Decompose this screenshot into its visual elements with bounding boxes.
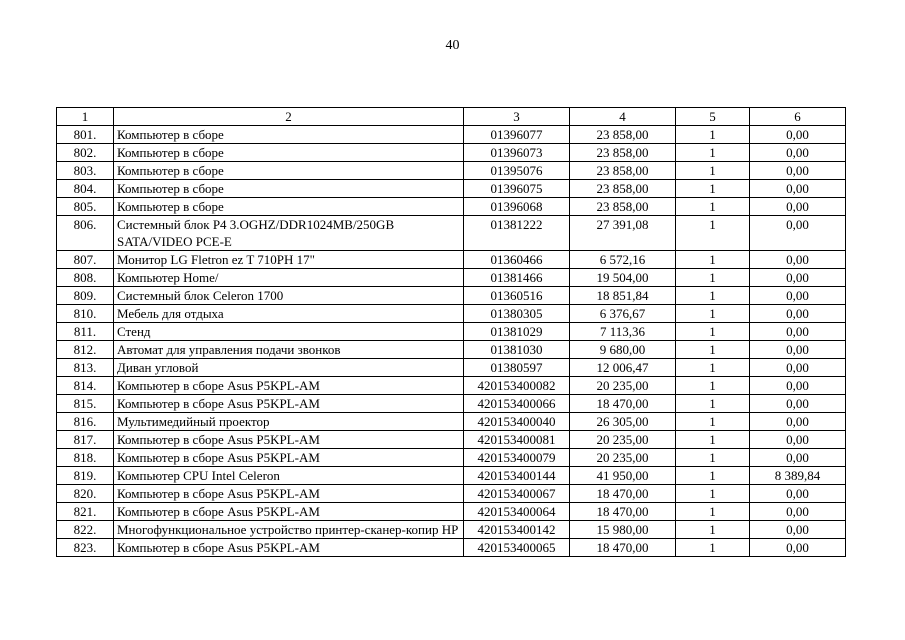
item-name-cell: Компьютер в сборе Asus P5KPL-AM — [114, 539, 464, 557]
quantity-cell: 1 — [676, 359, 750, 377]
cost-cell: 9 680,00 — [570, 341, 676, 359]
item-name-cell: Компьютер в сборе Asus P5KPL-AM — [114, 431, 464, 449]
cost-cell: 23 858,00 — [570, 180, 676, 198]
residual-value-cell: 0,00 — [750, 126, 846, 144]
table-row — [57, 180, 846, 198]
residual-value-cell: 0,00 — [750, 431, 846, 449]
cost-cell: 20 235,00 — [570, 431, 676, 449]
row-number-cell: 806. — [57, 216, 114, 251]
quantity-cell: 1 — [676, 341, 750, 359]
quantity-cell: 1 — [676, 162, 750, 180]
inventory-number-cell: 420153400082 — [464, 377, 570, 395]
cost-cell: 41 950,00 — [570, 467, 676, 485]
cost-cell: 18 470,00 — [570, 539, 676, 557]
row-number-cell: 805. — [57, 198, 114, 216]
residual-value-cell: 0,00 — [750, 198, 846, 216]
cost-cell: 18 470,00 — [570, 485, 676, 503]
row-number-cell: 808. — [57, 269, 114, 287]
item-name-cell: Мебель для отдыха — [114, 305, 464, 323]
row-number-cell: 801. — [57, 126, 114, 144]
inventory-number-cell: 420153400064 — [464, 503, 570, 521]
residual-value-cell: 0,00 — [750, 287, 846, 305]
row-number-cell: 823. — [57, 539, 114, 557]
row-number-cell: 815. — [57, 395, 114, 413]
table-row — [57, 144, 846, 162]
row-number-cell: 816. — [57, 413, 114, 431]
quantity-cell: 1 — [676, 467, 750, 485]
inventory-number-cell: 01381030 — [464, 341, 570, 359]
cost-cell: 12 006,47 — [570, 359, 676, 377]
table-row — [57, 126, 846, 144]
table-row — [57, 162, 846, 180]
row-number-cell: 803. — [57, 162, 114, 180]
residual-value-cell: 0,00 — [750, 413, 846, 431]
residual-value-cell: 0,00 — [750, 269, 846, 287]
item-name-cell: Компьютер CPU Intel Celeron — [114, 467, 464, 485]
residual-value-cell: 0,00 — [750, 216, 846, 251]
residual-value-cell: 0,00 — [750, 359, 846, 377]
item-name-cell: Стенд — [114, 323, 464, 341]
cost-cell: 20 235,00 — [570, 377, 676, 395]
item-name-cell: Компьютер в сборе Asus P5KPL-AM — [114, 485, 464, 503]
cost-cell: 15 980,00 — [570, 521, 676, 539]
quantity-cell: 1 — [676, 287, 750, 305]
row-number-cell: 812. — [57, 341, 114, 359]
inventory-number-cell: 01396073 — [464, 144, 570, 162]
cost-cell: 26 305,00 — [570, 413, 676, 431]
cost-cell: 7 113,36 — [570, 323, 676, 341]
inventory-number-cell: 01360466 — [464, 251, 570, 269]
quantity-cell: 1 — [676, 395, 750, 413]
inventory-number-cell: 01396068 — [464, 198, 570, 216]
column-header: 2 — [114, 108, 464, 126]
row-number-cell: 802. — [57, 144, 114, 162]
column-header: 1 — [57, 108, 114, 126]
inventory-number-cell: 420153400040 — [464, 413, 570, 431]
cost-cell: 19 504,00 — [570, 269, 676, 287]
inventory-table — [56, 107, 846, 557]
inventory-number-cell: 420153400065 — [464, 539, 570, 557]
item-name-cell: Компьютер в сборе Asus P5KPL-AM — [114, 503, 464, 521]
cost-cell: 6 376,67 — [570, 305, 676, 323]
column-header: 5 — [676, 108, 750, 126]
item-name-cell: Многофункциональное устройство принтер-сканер-копир HP — [114, 521, 464, 539]
inventory-number-cell: 01380305 — [464, 305, 570, 323]
table-row — [57, 251, 846, 269]
item-name-cell: Автомат для управления подачи звонков — [114, 341, 464, 359]
table-row — [57, 467, 846, 485]
residual-value-cell: 0,00 — [750, 521, 846, 539]
item-name-cell: Системный блок Р4 3.OGHZ/DDR1024MB/250GB SATA/VIDEO PCE-E — [114, 216, 464, 251]
quantity-cell: 1 — [676, 198, 750, 216]
inventory-number-cell: 420153400142 — [464, 521, 570, 539]
table-row — [57, 431, 846, 449]
column-header: 6 — [750, 108, 846, 126]
table-row — [57, 305, 846, 323]
residual-value-cell: 0,00 — [750, 180, 846, 198]
residual-value-cell: 8 389,84 — [750, 467, 846, 485]
quantity-cell: 1 — [676, 449, 750, 467]
inventory-number-cell: 01360516 — [464, 287, 570, 305]
row-number-cell: 804. — [57, 180, 114, 198]
inventory-number-cell: 01380597 — [464, 359, 570, 377]
row-number-cell: 820. — [57, 485, 114, 503]
table-row — [57, 377, 846, 395]
table-row — [57, 521, 846, 539]
table-row — [57, 269, 846, 287]
quantity-cell: 1 — [676, 485, 750, 503]
table-row — [57, 503, 846, 521]
cost-cell: 18 470,00 — [570, 395, 676, 413]
row-number-cell: 810. — [57, 305, 114, 323]
table-row — [57, 341, 846, 359]
row-number-cell: 819. — [57, 467, 114, 485]
table-row — [57, 449, 846, 467]
item-name-cell: Компьютер в сборе — [114, 180, 464, 198]
column-header: 4 — [570, 108, 676, 126]
item-name-cell: Мультимедийный проектор — [114, 413, 464, 431]
item-name-cell: Компьютер Home/ — [114, 269, 464, 287]
quantity-cell: 1 — [676, 377, 750, 395]
table-row — [57, 323, 846, 341]
item-name-cell: Компьютер в сборе — [114, 126, 464, 144]
row-number-cell: 807. — [57, 251, 114, 269]
table-row — [57, 198, 846, 216]
residual-value-cell: 0,00 — [750, 377, 846, 395]
table-row — [57, 485, 846, 503]
quantity-cell: 1 — [676, 251, 750, 269]
residual-value-cell: 0,00 — [750, 162, 846, 180]
table-row — [57, 359, 846, 377]
row-number-cell: 817. — [57, 431, 114, 449]
table-row — [57, 287, 846, 305]
cost-cell: 18 470,00 — [570, 503, 676, 521]
residual-value-cell: 0,00 — [750, 341, 846, 359]
inventory-number-cell: 420153400067 — [464, 485, 570, 503]
residual-value-cell: 0,00 — [750, 395, 846, 413]
row-number-cell: 813. — [57, 359, 114, 377]
item-name-cell: Монитор LG Fletron ez T 710PH 17" — [114, 251, 464, 269]
residual-value-cell: 0,00 — [750, 539, 846, 557]
inventory-number-cell: 420153400079 — [464, 449, 570, 467]
item-name-cell: Компьютер в сборе — [114, 144, 464, 162]
cost-cell: 23 858,00 — [570, 162, 676, 180]
residual-value-cell: 0,00 — [750, 485, 846, 503]
row-number-cell: 811. — [57, 323, 114, 341]
quantity-cell: 1 — [676, 126, 750, 144]
table-body — [57, 126, 846, 557]
inventory-number-cell: 420153400081 — [464, 431, 570, 449]
cost-cell: 23 858,00 — [570, 198, 676, 216]
quantity-cell: 1 — [676, 305, 750, 323]
row-number-cell: 822. — [57, 521, 114, 539]
row-number-cell: 814. — [57, 377, 114, 395]
inventory-number-cell: 01396075 — [464, 180, 570, 198]
table-row — [57, 539, 846, 557]
item-name-cell: Компьютер в сборе Asus P5KPL-AM — [114, 377, 464, 395]
inventory-number-cell: 01395076 — [464, 162, 570, 180]
table-header-row — [57, 108, 846, 126]
row-number-cell: 821. — [57, 503, 114, 521]
table-row — [57, 413, 846, 431]
cost-cell: 18 851,84 — [570, 287, 676, 305]
row-number-cell: 818. — [57, 449, 114, 467]
table-row — [57, 216, 846, 251]
row-number-cell: 809. — [57, 287, 114, 305]
inventory-number-cell: 01381029 — [464, 323, 570, 341]
quantity-cell: 1 — [676, 413, 750, 431]
quantity-cell: 1 — [676, 521, 750, 539]
table-row — [57, 395, 846, 413]
quantity-cell: 1 — [676, 269, 750, 287]
cost-cell: 6 572,16 — [570, 251, 676, 269]
page-number: 40 — [445, 38, 460, 53]
residual-value-cell: 0,00 — [750, 449, 846, 467]
residual-value-cell: 0,00 — [750, 305, 846, 323]
item-name-cell: Компьютер в сборе — [114, 198, 464, 216]
residual-value-cell: 0,00 — [750, 503, 846, 521]
inventory-number-cell: 01396077 — [464, 126, 570, 144]
item-name-cell: Компьютер в сборе — [114, 162, 464, 180]
residual-value-cell: 0,00 — [750, 144, 846, 162]
quantity-cell: 1 — [676, 180, 750, 198]
quantity-cell: 1 — [676, 323, 750, 341]
item-name-cell: Компьютер в сборе Asus P5KPL-AM — [114, 395, 464, 413]
cost-cell: 23 858,00 — [570, 144, 676, 162]
quantity-cell: 1 — [676, 539, 750, 557]
inventory-number-cell: 01381222 — [464, 216, 570, 251]
quantity-cell: 1 — [676, 216, 750, 251]
residual-value-cell: 0,00 — [750, 251, 846, 269]
inventory-number-cell: 420153400066 — [464, 395, 570, 413]
cost-cell: 23 858,00 — [570, 126, 676, 144]
quantity-cell: 1 — [676, 144, 750, 162]
cost-cell: 27 391,08 — [570, 216, 676, 251]
column-header: 3 — [464, 108, 570, 126]
cost-cell: 20 235,00 — [570, 449, 676, 467]
item-name-cell: Компьютер в сборе Asus P5KPL-AM — [114, 449, 464, 467]
residual-value-cell: 0,00 — [750, 323, 846, 341]
inventory-number-cell: 01381466 — [464, 269, 570, 287]
inventory-number-cell: 420153400144 — [464, 467, 570, 485]
item-name-cell: Диван угловой — [114, 359, 464, 377]
item-name-cell: Системный блок Celeron 1700 — [114, 287, 464, 305]
quantity-cell: 1 — [676, 431, 750, 449]
quantity-cell: 1 — [676, 503, 750, 521]
